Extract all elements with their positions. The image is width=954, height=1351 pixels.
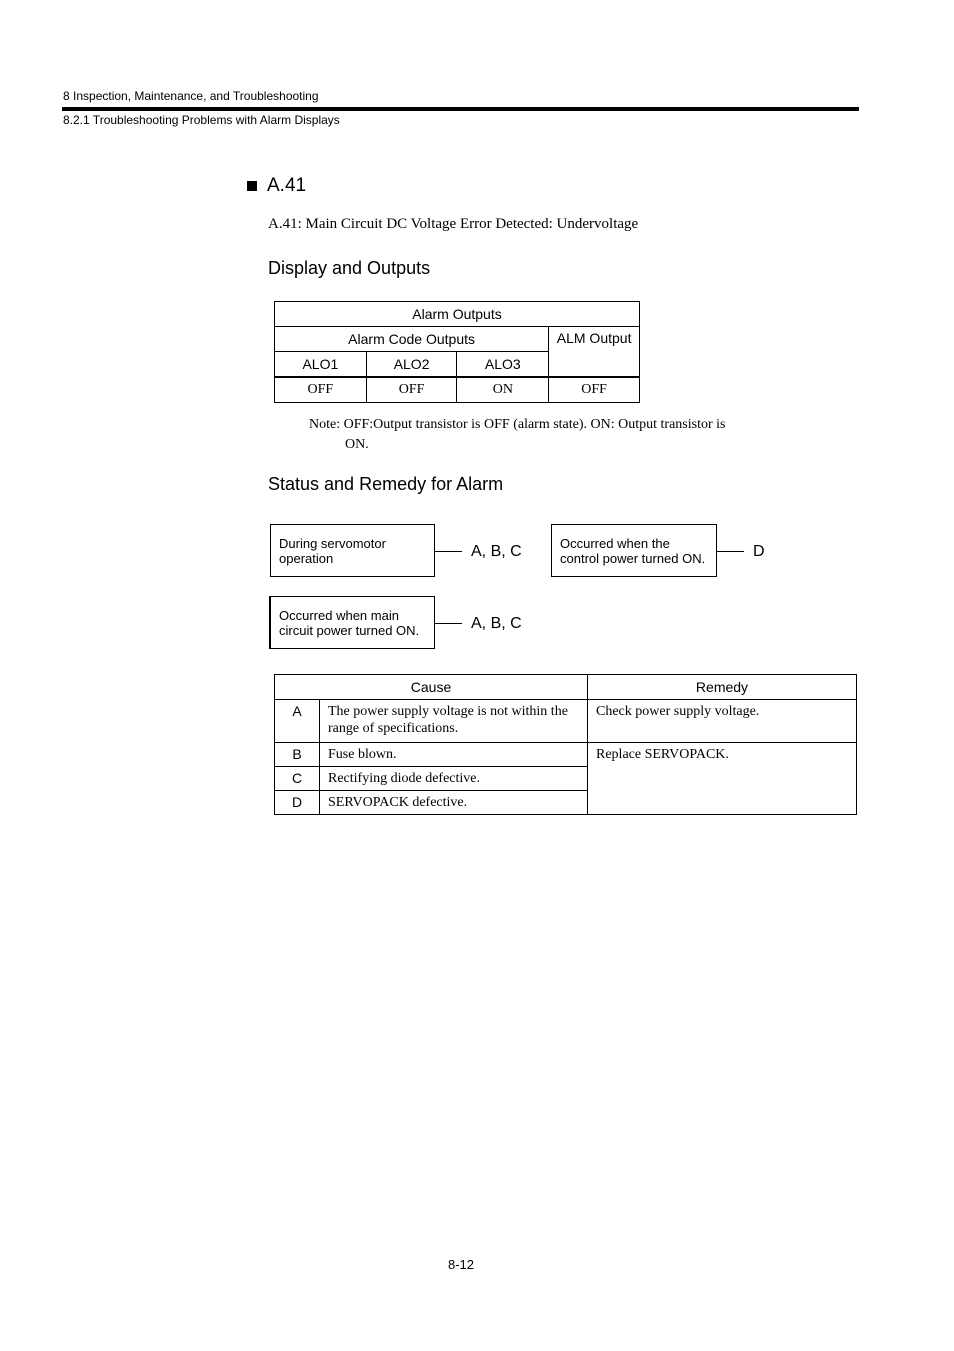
connector-line xyxy=(435,623,462,624)
section-header: 8.2.1 Troubleshooting Problems with Alarm Displays xyxy=(63,113,340,127)
cause-header: Cause xyxy=(275,675,588,700)
square-bullet-icon xyxy=(247,181,257,191)
alarm-title: A.41 xyxy=(267,175,307,196)
status-box-main-circuit-power xyxy=(269,596,435,649)
cause-text: The power supply voltage is not within the range of specifications. xyxy=(320,700,588,743)
status-remedy-heading: Status and Remedy for Alarm xyxy=(268,474,504,494)
alo1-header: ALO1 xyxy=(275,352,367,378)
alm-output-value: OFF xyxy=(549,377,640,403)
alo1-value: OFF xyxy=(275,377,367,403)
cause-letter: C xyxy=(275,767,320,791)
note xyxy=(309,415,725,455)
alo3-header: ALO3 xyxy=(457,352,549,378)
cause-letter: A xyxy=(275,700,320,743)
cause-text: Rectifying diode defective. xyxy=(320,767,588,791)
note-line2: ON. xyxy=(345,437,369,452)
alarm-title-row xyxy=(247,175,306,197)
connector-line xyxy=(435,551,462,552)
status-box-servomotor-operation xyxy=(270,524,435,577)
header-rule xyxy=(62,107,859,111)
status-causes-label: A, B, C xyxy=(471,615,522,632)
display-outputs-heading: Display and Outputs xyxy=(268,258,431,278)
alo3-value: ON xyxy=(457,377,549,403)
status-box-line1: During servomotor xyxy=(279,535,386,551)
status-causes-label: D xyxy=(753,543,765,560)
status-box-control-power xyxy=(551,524,717,577)
cause-remedy-table xyxy=(274,674,857,815)
alarm-outputs-table xyxy=(274,301,640,403)
table-row xyxy=(275,743,857,767)
alarm-code-outputs-header: Alarm Code Outputs xyxy=(275,327,549,352)
remedy-header: Remedy xyxy=(588,675,857,700)
status-box-line2: control power turned ON. xyxy=(560,550,706,566)
status-causes-label: A, B, C xyxy=(471,543,522,560)
alo2-value: OFF xyxy=(366,377,457,403)
cause-text: SERVOPACK defective. xyxy=(320,791,588,815)
remedy-text: Replace SERVOPACK. xyxy=(588,743,857,815)
cause-letter: B xyxy=(275,743,320,767)
connector-line xyxy=(717,551,744,552)
cause-text: Fuse blown. xyxy=(320,743,588,767)
status-box-line2: circuit power turned ON. xyxy=(279,622,420,638)
table-row xyxy=(275,700,857,743)
cause-letter: D xyxy=(275,791,320,815)
remedy-text: Check power supply voltage. xyxy=(588,700,857,743)
chapter-header: 8 Inspection, Maintenance, and Troubleshooting xyxy=(63,89,319,103)
alarm-description: A.41: Main Circuit DC Voltage Error Detected: Undervoltage xyxy=(268,216,639,232)
note-line1: Note: OFF:Output transistor is OFF (alarm state). ON: Output transistor is xyxy=(309,417,726,432)
status-box-line1: Occurred when main xyxy=(279,607,399,623)
page-number: 8-12 xyxy=(448,1257,475,1272)
alm-output-header: ALM Output xyxy=(549,327,640,378)
status-box-line2: operation xyxy=(279,550,334,566)
alarm-outputs-header: Alarm Outputs xyxy=(275,302,640,327)
status-box-line1: Occurred when the xyxy=(560,535,670,551)
alo2-header: ALO2 xyxy=(366,352,457,378)
